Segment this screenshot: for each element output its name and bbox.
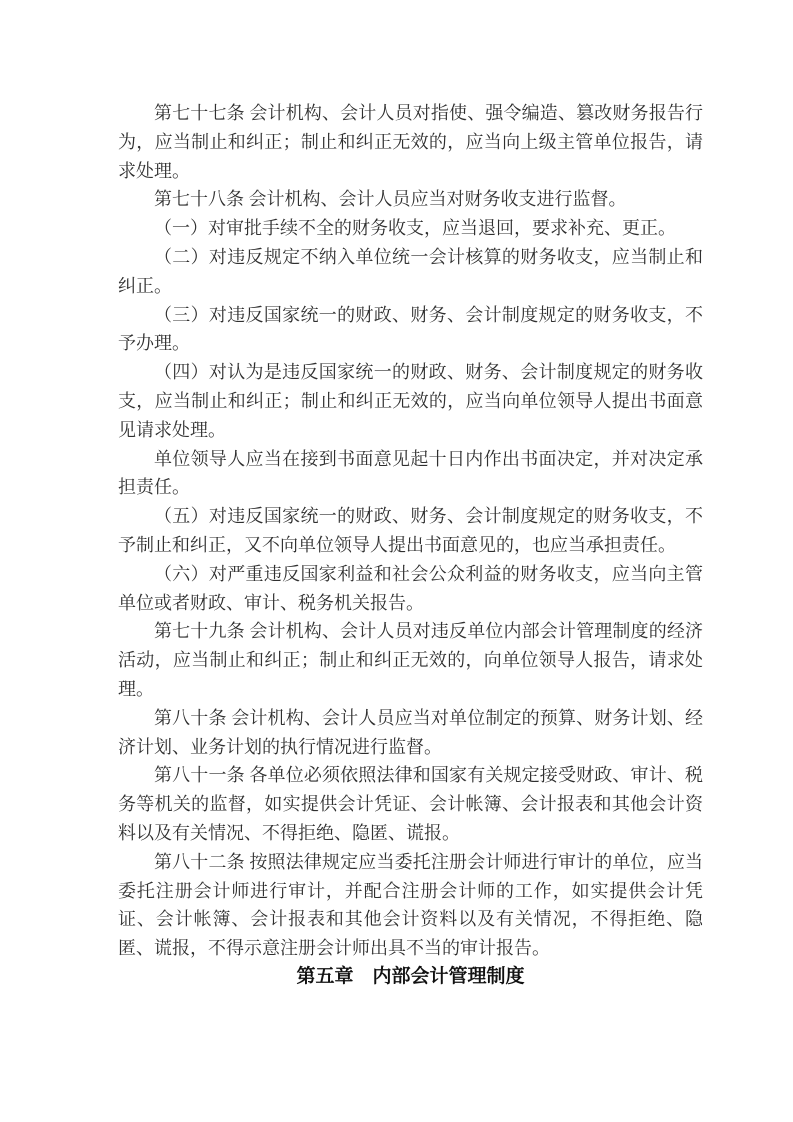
paragraph-item-5: （五）对违反国家统一的财政、财务、会计制度规定的财务收支，不予制止和纠正，又不向单位领导人提出书面意见的，也应当承担责任。 — [118, 506, 703, 555]
paragraph-item-6: （六）对严重违反国家利益和社会公众利益的财务收支，应当向主管单位或者财政、审计、税务机关报告。 — [118, 563, 703, 613]
paragraph-article-80: 第八十条 会计机构、会计人员应当对单位制定的预算、财务计划、经济计划、业务计划的执行情况进行监督。 — [118, 707, 703, 757]
paragraph-item-4-supplement: 单位领导人应当在接到书面意见起十日内作出书面决定，并对决定承担责任。 — [118, 448, 703, 498]
paragraph-item-1: （一）对审批手续不全的财务收支，应当退回，要求补充、更正。 — [154, 218, 676, 239]
paragraph-item-2: （二）对违反规定不纳入单位统一会计核算的财务收支，应当制止和纠正。 — [118, 246, 703, 296]
paragraph-article-82: 第八十二条 按照法律规定应当委托注册会计师进行审计的单位，应当委托注册会计师进行审计，并配合注册会计师的工作，如实提供会计凭证、会计帐簿、会计报表和其他会计资料以及有关情况，不得拒绝、隐匿、谎报，不得示意注册会计师出具不当的审计报告。 — [118, 851, 703, 959]
paragraph-article-78: 第七十八条 会计机构、会计人员应当对财务收支进行监督。 — [154, 189, 627, 210]
paragraph-article-77: 第七十七条 会计机构、会计人员对指使、强令编造、篡改财务报告行为，应当制止和纠正；制止和纠正无效的，应当向上级主管单位报告，请求处理。 — [118, 103, 703, 181]
paragraph-article-81: 第八十一条 各单位必须依照法律和国家有关规定接受财政、审计、税务等机关的监督，如实提供会计凭证、会计帐簿、会计报表和其他会计资料以及有关情况、不得拒绝、隐匿、谎报。 — [118, 765, 703, 843]
paragraph-article-79: 第七十九条 会计机构、会计人员对违反单位内部会计管理制度的经济活动，应当制止和纠正；制止和纠正无效的，向单位领导人报告，请求处理。 — [118, 621, 703, 699]
paragraph-item-3: （三）对违反国家统一的财政、财务、会计制度规定的财务收支，不予办理。 — [118, 304, 703, 354]
document-text-block — [118, 99, 703, 992]
chapter-5-heading: 第五章 内部会计管理制度 — [296, 965, 525, 987]
paragraph-item-4: （四）对认为是违反国家统一的财政、财务、会计制度规定的财务收支，应当制止和纠正；制止和纠正无效的，应当向单位领导人提出书面意见请求处理。 — [118, 362, 703, 440]
